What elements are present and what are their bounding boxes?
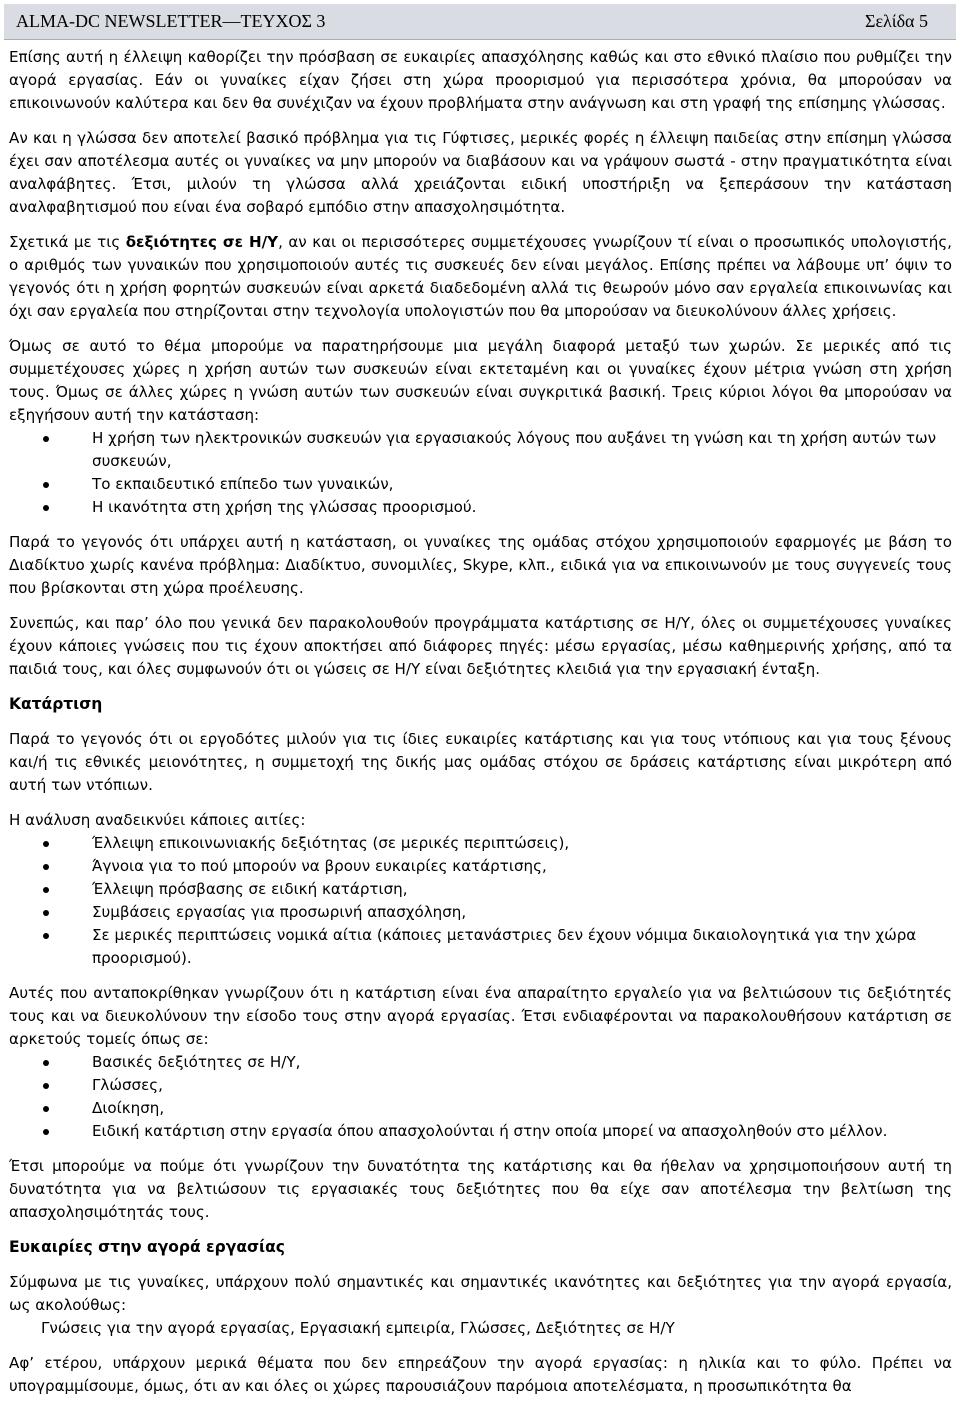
- paragraph: Όμως σε αυτό το θέμα μπορούμε να παρατηρήσουμε μια μεγάλη διαφορά μεταξύ των χωρών. Σε μερικές από τις συμμετέχουσες χώρες η χρήση αυτών των συσκευών είναι εκτεταμένη και οι γυναίκες έχουν μέτρια γνώση στη χρήση τους. Όμως σε άλλες χώρες η γνώση αυτών των συσκευών είναι συγκριτικά βασική. Τρεις κύριοι λόγοι θα μπορούσαν να εξηγήσουν αυτή την κατάσταση:: [9, 337, 952, 424]
- paragraph-text: Σχετικά με τις: [9, 233, 126, 251]
- list-item: Συμβάσεις εργασίας για προσωρινή απασχόληση,: [9, 901, 952, 924]
- paragraph: Έτσι μπορούμε να πούμε ότι γνωρίζουν την δυνατότητα της κατάρτισης και θα ήθελαν να χρησιμοποιήσουν αυτή τη δυνατότητα για να βελτιώσουν τις εργασιακές τους δεξιότητες που θα είχε σαν αποτέλεσμα την βελτίωση της απασχολησιμότητάς τους.: [9, 1157, 952, 1221]
- bullet-list: [9, 832, 952, 970]
- newsletter-header: [4, 4, 956, 40]
- paragraph: Η ανάλυση αναδεικνύει κάποιες αιτίες:: [9, 811, 306, 829]
- bullet-list: [9, 1051, 952, 1143]
- list-item: Σε μερικές περιπτώσεις νομικά αίτια (κάποιες μετανάστριες δεν έχουν νόμιμα δικαιολογητικά για την χώρα προορισμού).: [9, 924, 952, 970]
- paragraph: Αυτές που ανταποκρίθηκαν γνωρίζουν ότι η κατάρτιση είναι ένα απαραίτητο εργαλείο για να βελτιώσουν τις δεξιότητές τους και να διευκολύνουν την είσοδο τους στην αγορά εργασίας. Έτσι ενδιαφέρονται να παρακολουθήσουν κατάρτιση σε αρκετούς τομείς όπως σε:: [9, 984, 952, 1048]
- paragraph: Παρά το γεγονός ότι οι εργοδότες μιλούν για τις ίδιες ευκαιρίες κατάρτισης και για τους ντόπιους και για τους ξένους και/ή τις εθνικές μειονότητες, η συμμετοχή της δικής μας ομάδας στόχου σε δράσεις κατάρτισης είναι μικρότερη από αυτή των ντόπιων.: [9, 730, 952, 794]
- list-item: Γλώσσες,: [9, 1074, 952, 1097]
- bullet-list: [9, 427, 952, 519]
- newsletter-title: ALMA-DC NEWSLETTER—ΤΕΥΧΟΣ 3: [16, 11, 326, 31]
- paragraph-text: , αν και οι περισσότερες συμμετέχουσες γνωρίζουν τί είναι ο προσωπικός υπολογιστής, ο αριθμός των γυναικών που χρησιμοποιούν αυτές τις συσκευές δεν είναι μεγάλος. Επίσης πρέπει να λάβουμε υπ’ όψιν το γεγονός ότι η χρήση φορητών συσκευών είναι αρκετά διαδεδομένη αλλά τις θεωρούν μόνο σαν εργαλεία επικοινωνίας και όχι σαν εργαλεία που στηρίζονται στην τεχνολογία υπολογιστών που θα μπορούσαν να διευκολύνουν άλλες χρήσεις.: [9, 233, 952, 320]
- list-item: Έλλειψη πρόσβασης σε ειδική κατάρτιση,: [9, 878, 952, 901]
- list-item: Άγνοια για το πού μπορούν να βρουν ευκαιρίες κατάρτισης,: [9, 855, 952, 878]
- list-item: Βασικές δεξιότητες σε Η/Υ,: [9, 1051, 952, 1074]
- paragraph: Σύμφωνα με τις γυναίκες, υπάρχουν πολύ σημαντικές και σημαντικές ικανότητες και δεξιότητες για την αγορά εργασία, ως ακολούθως:: [9, 1273, 952, 1314]
- list-item: Ειδική κατάρτιση στην εργασία όπου απασχολούνται ή στην οποία μπορεί να απασχοληθούν στο μέλλον.: [9, 1120, 952, 1143]
- list-item: Η ικανότητα στη χρήση της γλώσσας προορισμού.: [9, 496, 952, 519]
- paragraph: Αν και η γλώσσα δεν αποτελεί βασικό πρόβλημα για τις Γύφτισες, μερικές φορές η έλλειψη παιδείας στην επίσημη γλώσσα έχει σαν αποτέλεσμα αυτές οι γυναίκες να μην μπορούν να διαβάσουν και να γράψουν σωστά - στην πραγματικότητα είναι αναλφάβητες. Έτσι, μιλούν τη γλώσσα αλλά χρειάζονται ειδική υποστήριξη να ξεπεράσουν την κατάσταση αναλφαβητισμού που είναι ένα σοβαρό εμπόδιο στην απασχολησιμότητα.: [9, 129, 952, 216]
- article-body: [9, 46, 952, 1410]
- paragraph: Επίσης αυτή η έλλειψη καθορίζει την πρόσβαση σε ευκαιρίες απασχόλησης καθώς και στο εθνικό πλαίσιο που ρυθμίζει την αγορά εργασίας. Εάν οι γυναίκες είχαν ζήσει στη χώρα προορισμού για περισσότερα χρόνια, θα μπορούσαν να επικοινωνούν καλύτερα και δεν θα συνέχιζαν να έχουν προβλήματα στην ανάγνωση και στη γραφή της επίσημης γλώσσας.: [9, 48, 952, 112]
- paragraph: [9, 231, 952, 323]
- bold-term: δεξιότητες σε Η/Υ: [125, 233, 279, 251]
- paragraph: Συνεπώς, και παρ’ όλο που γενικά δεν παρακολουθούν προγράμματα κατάρτισης σε Η/Υ, όλες οι συμμετέχουσες γυναίκες έχουν κάποιες γνώσεις που τις έχουν αποκτήσει από διάφορες πηγές: μέσω εργασίας, μέσω καθημερινής χρήσης, από τα παιδιά τους, και όλες συμφωνούν ότι οι γώσεις σε Η/Υ είναι δεξιότητες κλειδιά για την εργασιακή ένταξη.: [9, 614, 952, 678]
- paragraph: Παρά το γεγονός ότι υπάρχει αυτή η κατάσταση, οι γυναίκες της ομάδας στόχου χρησιμοποιούν εφαρμογές με βάση το Διαδίκτυο χωρίς κανένα πρόβλημα: Διαδίκτυο, συνομιλίες, Skype, κλπ., ειδικά για να επικοινωνούν με τους συγγενείς τους που βρίσκονται στη χώρα προέλευσης.: [9, 533, 952, 597]
- list-item: Διοίκηση,: [9, 1097, 952, 1120]
- section-heading: Ευκαιρίες στην αγορά εργασίας: [9, 1238, 285, 1256]
- paragraph: Αφ’ ετέρου, υπάρχουν μερικά θέματα που δεν επηρεάζουν την αγορά εργασίας: η ηλικία και το φύλο. Πρέπει να υπογραμμίσουμε, όμως, ότι αν και όλες οι χώρες παρουσιάζουν παρόμοια αποτελέσματα, η προσωπικότητα θα: [9, 1354, 952, 1395]
- page-number: Σελίδα 5: [864, 11, 928, 31]
- list-item: Έλλειψη επικοινωνιακής δεξιότητας (σε μερικές περιπτώσεις),: [9, 832, 952, 855]
- list-item: Το εκπαιδευτικό επίπεδο των γυναικών,: [9, 473, 952, 496]
- indented-line: Γνώσεις για την αγορά εργασίας, Εργασιακή εμπειρία, Γλώσσες, Δεξιότητες σε Η/Υ: [41, 1319, 675, 1337]
- section-heading: Κατάρτιση: [9, 695, 103, 713]
- list-item: Η χρήση των ηλεκτρονικών συσκευών για εργασιακούς λόγους που αυξάνει τη γνώση και τη χρήση αυτών των συσκευών,: [9, 427, 952, 473]
